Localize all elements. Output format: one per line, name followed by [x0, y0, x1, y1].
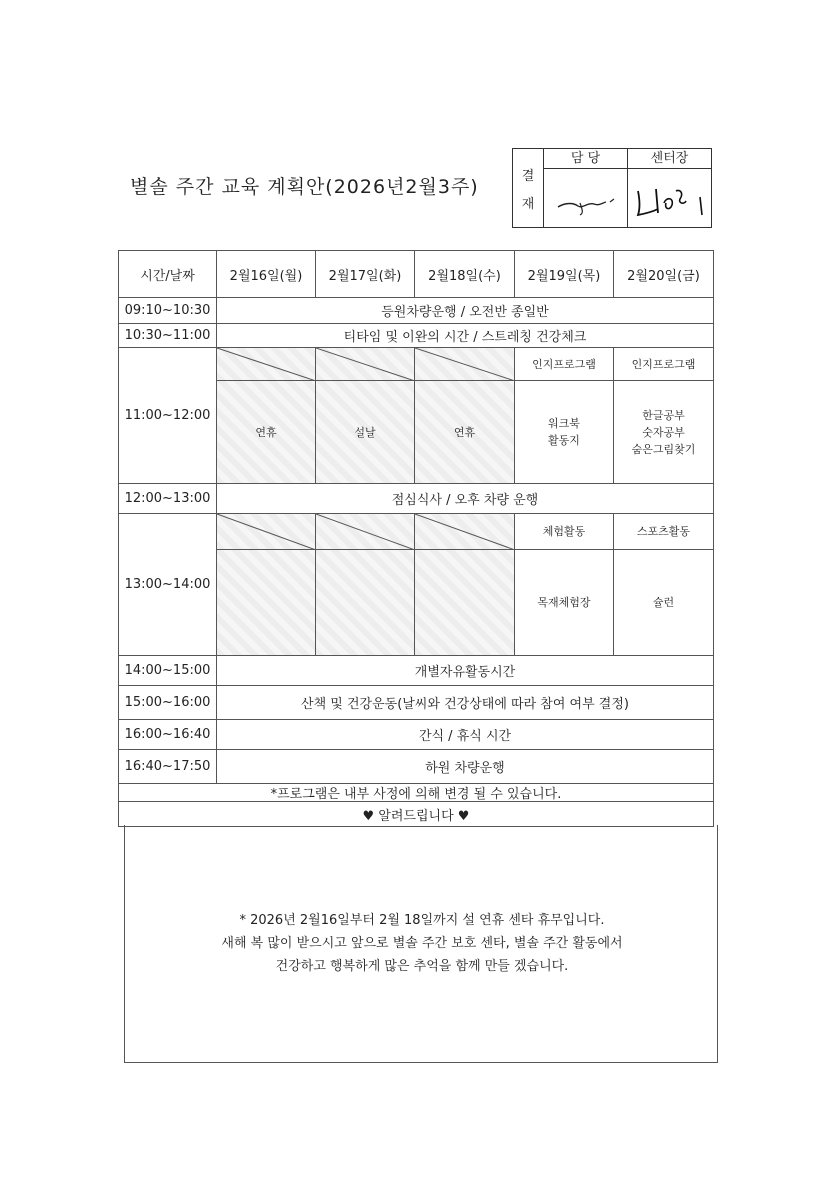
empty-diagonal-cell [217, 514, 316, 550]
empty-holiday-cell [415, 550, 515, 656]
empty-diagonal-cell [415, 514, 515, 550]
approval-director-header: 센터장 [628, 149, 711, 169]
empty-diagonal-cell [316, 348, 415, 381]
approval-manager-header: 담 당 [544, 149, 628, 169]
director-signature [628, 169, 711, 227]
empty-holiday-cell [217, 550, 316, 656]
activity-cell: 하원 차량운행 [217, 750, 713, 784]
approval-label-cell [513, 149, 544, 227]
footnote: *프로그램은 내부 사정에 의해 변경 될 수 있습니다. [119, 784, 713, 802]
time-cell: 09:10~10:30 [119, 298, 217, 324]
program-line: 워크북 [548, 417, 580, 430]
header-day-thu: 2월19일(목) [515, 251, 614, 298]
activity-cell: 개별자유활동시간 [217, 656, 713, 686]
program-line: 활동지 [548, 434, 580, 447]
schedule-table [118, 250, 714, 827]
header-day-wed: 2월18일(수) [415, 251, 515, 298]
program-body-fri [614, 381, 713, 484]
time-cell: 16:00~16:40 [119, 720, 217, 750]
time-cell: 15:00~16:00 [119, 686, 217, 720]
approval-box [512, 148, 712, 228]
notice-line: 새해 복 많이 받으시고 앞으로 별솔 주간 보호 센타, 별솔 주간 활동에서 [221, 936, 623, 951]
activity-cell: 산책 및 건강운동(날씨와 건강상태에 따라 참여 여부 결정) [217, 686, 713, 720]
program-line: 숨은그림찾기 [631, 442, 696, 456]
program-head-fri: 스포츠활동 [614, 514, 713, 550]
empty-holiday-cell [316, 550, 415, 656]
program-head-fri: 인지프로그램 [614, 348, 713, 381]
empty-diagonal-cell [316, 514, 415, 550]
header-day-mon: 2월16일(월) [217, 251, 316, 298]
approval-label-top: 결 [521, 169, 535, 184]
program-line: 한글공부 [642, 408, 685, 422]
empty-diagonal-cell [415, 348, 515, 381]
time-cell: 14:00~15:00 [119, 656, 217, 686]
program-line: 숫자공부 [642, 425, 685, 439]
holiday-cell-wed: 연휴 [415, 381, 515, 484]
header-time-cell: 시간/날짜 [119, 251, 217, 298]
program-body-fri: 슐런 [614, 550, 713, 656]
time-cell: 10:30~11:00 [119, 324, 217, 348]
program-body-thu [515, 381, 614, 484]
activity-cell: 간식 / 휴식 시간 [217, 720, 713, 750]
program-head-thu: 인지프로그램 [515, 348, 614, 381]
header-day-fri: 2월20일(금) [614, 251, 713, 298]
time-cell: 12:00~13:00 [119, 484, 217, 514]
notice-box [124, 825, 718, 1063]
activity-cell: 등원차량운행 / 오전반 종일반 [217, 298, 713, 324]
notice-line: * 2026년 2월16일부터 2월 18일까지 설 연휴 센타 휴무입니다. [239, 913, 605, 928]
notice-heading: ♥ 알려드립니다 ♥ [362, 808, 470, 824]
time-cell: 13:00~14:00 [119, 514, 217, 656]
activity-cell: 티타임 및 이완의 시간 / 스트레칭 건강체크 [217, 324, 713, 348]
page-title: 별솔 주간 교육 계획안(2026년2월3주) [130, 176, 479, 198]
holiday-cell-mon: 연휴 [217, 381, 316, 484]
activity-cell: 점심식사 / 오후 차량 운행 [217, 484, 713, 514]
time-cell: 11:00~12:00 [119, 348, 217, 484]
time-cell: 16:40~17:50 [119, 750, 217, 784]
notice-line: 건강하고 행복하게 많은 추억을 함께 만들 겠습니다. [275, 959, 569, 974]
approval-label-bottom: 재 [521, 197, 535, 212]
program-head-thu: 체험활동 [515, 514, 614, 550]
manager-signature [544, 169, 628, 227]
notice-text [125, 909, 719, 978]
holiday-cell-tue: 설날 [316, 381, 415, 484]
empty-diagonal-cell [217, 348, 316, 381]
header-day-tue: 2월17일(화) [316, 251, 415, 298]
program-body-thu: 목재체험장 [515, 550, 614, 656]
